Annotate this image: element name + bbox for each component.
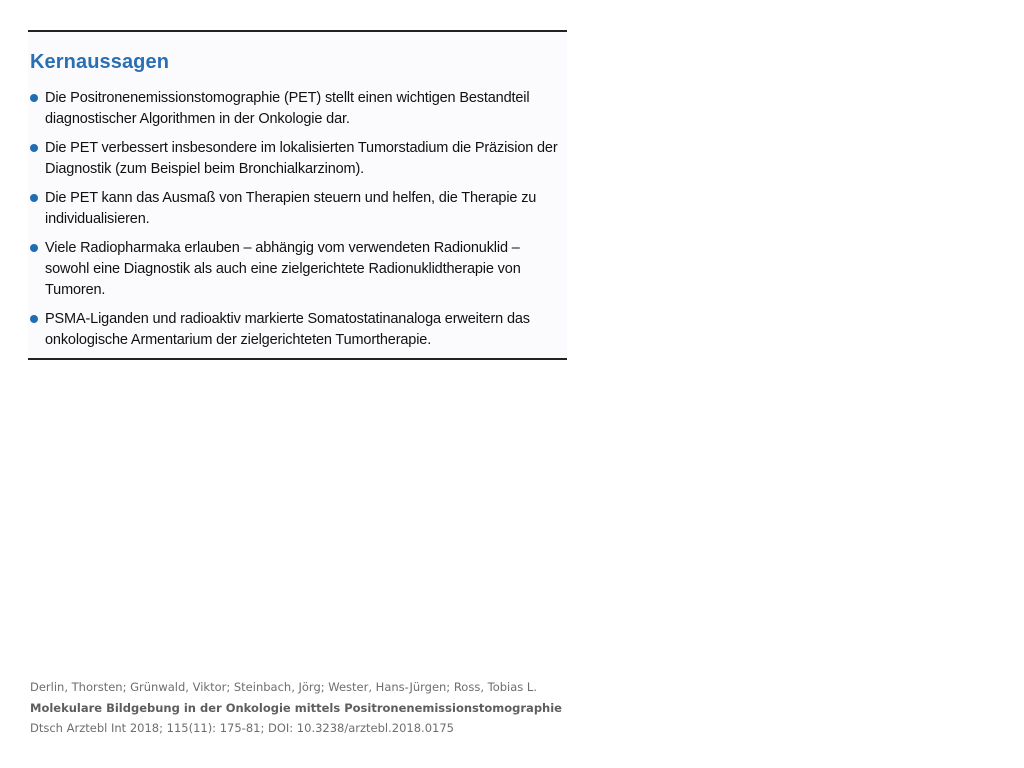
key-statements-list (28, 88, 563, 359)
citation-authors: Derlin, Thorsten; Grünwald, Viktor; Steinbach, Jörg; Wester, Hans-Jürgen; Ross, Tobias L. (30, 680, 537, 694)
bullet-icon (30, 315, 38, 323)
list-item (28, 88, 563, 130)
list-item-text: Die PET kann das Ausmaß von Therapien steuern und helfen, die Therapie zu individualisieren. (45, 190, 537, 227)
citation (30, 677, 630, 739)
bullet-icon (30, 144, 38, 152)
key-statements-box (28, 30, 567, 360)
list-item (28, 188, 563, 230)
list-item (28, 238, 563, 301)
list-item-text: Die PET verbessert insbesondere im lokalisierten Tumorstadium die Präzision der Diagnostik (zum Beispiel beim Bronchialkarzinom). (45, 140, 558, 177)
citation-source: Dtsch Arztebl Int 2018; 115(11): 175-81; DOI: 10.3238/arztebl.2018.0175 (30, 721, 454, 735)
list-item (28, 309, 563, 351)
list-item-text: Die Positronenemissionstomographie (PET) stellt einen wichtigen Bestandteil diagnostischer Algorithmen in der Onkologie dar. (45, 90, 530, 127)
bullet-icon (30, 244, 38, 252)
list-item (28, 138, 563, 180)
bullet-icon (30, 94, 38, 102)
box-title: Kernaussagen (30, 51, 170, 73)
list-item-text: Viele Radiopharmaka erlauben – abhängig vom verwendeten Radionuklid – sowohl eine Diagnostik als auch eine zielgerichtete Radionuklidtherapie von Tumoren. (45, 240, 521, 298)
list-item-text: PSMA-Liganden und radioaktiv markierte Somatostatinanaloga erweitern das onkologische Armentarium der zielgerichteten Tumortherapie. (45, 311, 530, 348)
bullet-icon (30, 194, 38, 202)
citation-title: Molekulare Bildgebung in der Onkologie mittels Positronenemissionstomographie (30, 700, 562, 715)
